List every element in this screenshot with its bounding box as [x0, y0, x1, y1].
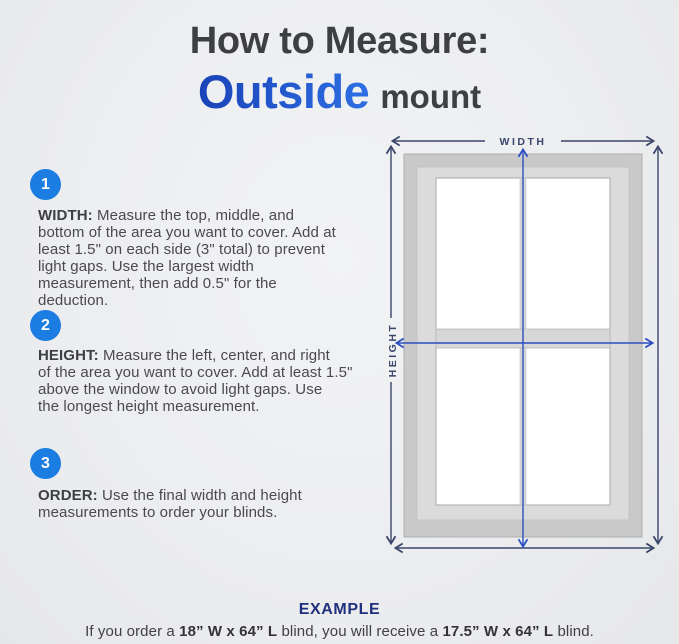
example-text: If you order a [85, 623, 180, 640]
height-dimension-label: HEIGHT [387, 322, 399, 378]
example-sentence [0, 623, 679, 640]
width-dimension-label: WIDTH [499, 136, 547, 148]
title-accent-outside: Outside [197, 64, 370, 118]
step-2-line: above the window to avoid light gaps. Use [38, 381, 323, 398]
step-1-badge: 1 [30, 169, 61, 200]
step-2-text [38, 347, 398, 415]
step-1-line: light gaps. Use the largest width [38, 258, 254, 275]
example-text: blind, you will receive a [277, 623, 443, 640]
step-1-line: measurement, then add 0.5" for the [38, 275, 277, 292]
example-section [0, 601, 679, 640]
step-2-badge: 2 [30, 310, 61, 341]
title-line-1: How to Measure: [189, 20, 490, 62]
step-2-line: the longest height measurement. [38, 398, 260, 415]
step-1-line: deduction. [38, 292, 109, 309]
example-heading: EXAMPLE [298, 601, 381, 618]
window-measurement-diagram [372, 126, 672, 566]
step-3-line: Use the final width and height [102, 487, 302, 504]
step-2-line: of the area you want to cover. Add at least 1.5" [38, 364, 353, 381]
step-1-line: Measure the top, middle, and [97, 207, 295, 224]
example-received-size: 17.5” W x 64” L [442, 623, 554, 640]
title-suffix-mount: mount [380, 77, 482, 115]
example-text: blind. [553, 623, 594, 640]
page-title [0, 20, 679, 119]
step-1-line: least 1.5" on each side (3" total) to prevent [38, 241, 325, 258]
step-2-line: Measure the left, center, and right [102, 347, 330, 364]
title-line-2 [0, 64, 679, 119]
step-3-line: measurements to order your blinds. [38, 504, 278, 521]
step-3-badge: 3 [30, 448, 61, 479]
step-1-label: WIDTH: [38, 207, 93, 224]
step-3-label: ORDER: [38, 487, 98, 504]
step-1-text [38, 207, 398, 309]
step-1-line: bottom of the area you want to cover. Add at [38, 224, 336, 241]
step-2-label: HEIGHT: [38, 347, 99, 364]
step-3-text [38, 487, 398, 521]
example-ordered-size: 18” W x 64” L [179, 623, 278, 640]
